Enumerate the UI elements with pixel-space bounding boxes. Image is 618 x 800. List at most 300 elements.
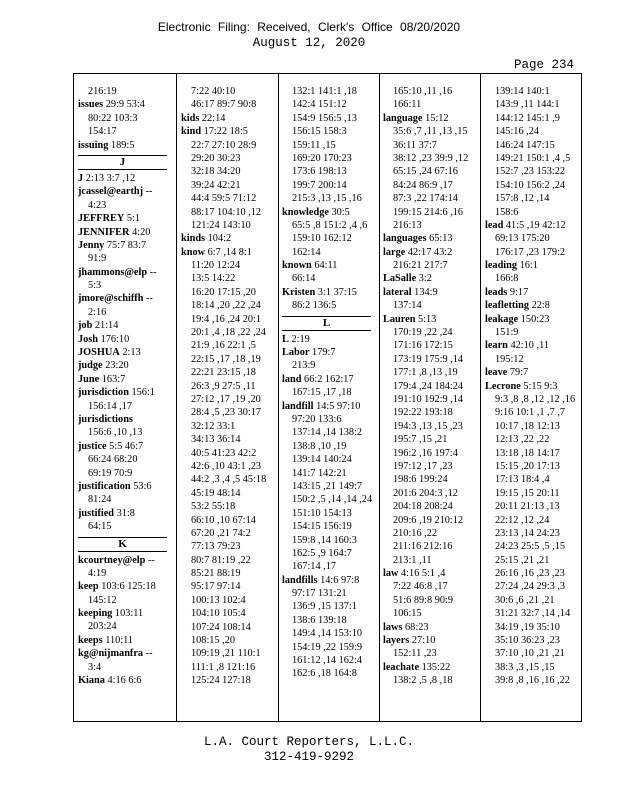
page-line-refs: 151:9	[495, 327, 519, 339]
page-line-refs: 198:6 199:24	[393, 474, 448, 486]
index-term: jhammons@elp	[78, 266, 148, 278]
index-term: Kiana	[78, 675, 105, 687]
index-entry	[282, 346, 377, 359]
index-continuation	[383, 179, 478, 192]
index-continuation	[181, 406, 276, 419]
section-letter: J	[119, 155, 126, 168]
index-continuation	[282, 125, 377, 138]
index-continuation	[181, 326, 276, 339]
page-line-refs: 150:23	[520, 313, 550, 325]
index-term: JEFFREY	[78, 213, 125, 225]
index-entry	[485, 219, 580, 232]
index-term: knowledge	[282, 206, 329, 218]
index-continuation	[383, 339, 478, 352]
page-line-refs: 68:23	[405, 621, 429, 633]
page-line-refs: 29:9 53:4	[105, 99, 145, 111]
page-line-refs: 171:16 172:15	[393, 340, 453, 352]
index-continuation	[485, 433, 580, 446]
index-continuation	[78, 252, 173, 265]
index-continuation	[78, 112, 173, 125]
index-term: Lecrone	[485, 380, 521, 392]
page-line-refs: 166:11	[393, 99, 422, 111]
index-continuation	[485, 473, 580, 486]
page-line-refs: 177:1 ,8 ,13 ,19	[393, 367, 458, 379]
index-term: laws	[383, 621, 403, 633]
index-term: lateral	[383, 286, 412, 298]
page-line-refs: 97:17 131:21	[292, 588, 347, 600]
index-term: keeps	[78, 634, 103, 646]
index-continuation	[181, 179, 276, 192]
index-continuation	[282, 440, 377, 453]
index-entry	[78, 580, 173, 593]
page-line-refs: 16:20 17:15 ,20	[191, 286, 256, 298]
page-line-refs: 150:2 ,5 ,14 ,14 ,24	[292, 494, 373, 506]
page-line-refs: 179:4 ,24 184:24	[393, 380, 464, 392]
index-term: LaSalle	[383, 273, 417, 285]
page-line-refs: 87:3 ,22 174:14	[393, 193, 458, 205]
page-line-refs: 7:22 46:8 ,17	[393, 581, 448, 593]
page-line-refs: 53:2 55:18	[191, 501, 236, 513]
index-continuation	[181, 580, 276, 593]
index-continuation	[485, 634, 580, 647]
index-column-2	[181, 85, 276, 715]
page-line-refs: 5:15 9:3	[523, 380, 558, 392]
index-continuation	[78, 453, 173, 466]
index-continuation	[181, 380, 276, 393]
index-continuation	[181, 98, 276, 111]
page-line-refs: 35:10 36:23 ,23	[495, 635, 560, 647]
index-continuation	[485, 580, 580, 593]
page-line-refs: 144:12 145:1 ,9	[495, 112, 560, 124]
index-continuation	[485, 246, 580, 259]
index-continuation	[485, 527, 580, 540]
court-reporter-name: L.A. Court Reporters, L.L.C.	[203, 735, 415, 749]
index-continuation	[181, 473, 276, 486]
index-continuation	[282, 614, 377, 627]
page-line-refs: 161:12 ,14 162:4	[292, 655, 363, 667]
page-line-refs: 104:10 105:4	[191, 608, 246, 620]
index-entry	[383, 313, 478, 326]
index-entry	[78, 185, 173, 198]
page-line-refs: 29:20 30:23	[191, 152, 241, 164]
page-line-refs: 154:10 156:2 ,24	[495, 179, 566, 191]
page-line-refs: 5:5 46:7	[109, 440, 144, 452]
page-line-refs: 67:20 ,21 74:2	[191, 527, 251, 539]
index-term: lead	[485, 219, 504, 231]
page-line-refs: 23:13 ,14 24:23	[495, 527, 560, 539]
index-entry	[78, 266, 173, 279]
index-continuation	[485, 232, 580, 245]
page-line-refs: 26:16 ,16 ,23 ,23	[495, 568, 565, 580]
page-line-refs: 156:15 158:3	[292, 126, 347, 138]
page-line-refs: 45:19 48:14	[191, 487, 241, 499]
index-term: leading	[485, 260, 518, 272]
index-continuation	[282, 85, 377, 98]
page-line-refs: 149:21 150:1 ,4 ,5	[495, 152, 571, 164]
page-line-refs: 215:3 ,13 ,15 ,16	[292, 193, 362, 205]
page-line-refs: 28:4 ,5 ,23 30:17	[191, 407, 262, 419]
page-line-refs: 38:3 ,3 ,15 ,15	[495, 661, 555, 673]
page-line-refs: 209:6 ,19 210:12	[393, 514, 464, 526]
index-continuation	[282, 426, 377, 439]
page-line-refs: 149:4 ,14 153:10	[292, 628, 363, 640]
index-term: issuing	[78, 139, 109, 151]
index-continuation	[181, 219, 276, 232]
index-term: learn	[485, 340, 508, 352]
page-line-refs: 104:2	[207, 233, 232, 245]
index-continuation	[485, 420, 580, 433]
page-line-refs: --	[146, 293, 153, 305]
index-term: kind	[181, 126, 202, 138]
page-line-refs: 91:9	[88, 253, 107, 265]
page-line-refs: 85:21 88:19	[191, 568, 241, 580]
index-continuation	[181, 339, 276, 352]
page-line-refs: 152:7 ,23 153:22	[495, 166, 566, 178]
index-continuation	[282, 641, 377, 654]
index-continuation	[181, 607, 276, 620]
page-line-refs: 125:24 127:18	[191, 675, 251, 687]
index-term: Josh	[78, 333, 99, 345]
index-continuation	[383, 192, 478, 205]
index-continuation	[282, 192, 377, 205]
page-line-refs: 145:16 ,24	[495, 126, 540, 138]
index-entry	[78, 239, 173, 252]
index-entry	[78, 359, 173, 372]
index-continuation	[485, 607, 580, 620]
index-entry	[282, 400, 377, 413]
index-column-1	[78, 85, 173, 715]
page-line-refs: 77:13 79:23	[191, 541, 241, 553]
index-term: justified	[78, 507, 115, 519]
index-entry	[78, 674, 173, 687]
page-line-refs: 162:5 ,9 164:7	[292, 547, 352, 559]
index-entry	[485, 380, 580, 393]
index-term: June	[78, 373, 100, 385]
page-line-refs: 107:24 108:14	[191, 621, 251, 633]
index-term: kcourtney@elp	[78, 554, 146, 566]
page-line-refs: 24:23 25:5 ,5 ,15	[495, 541, 566, 553]
index-continuation	[485, 206, 580, 219]
index-continuation	[383, 594, 478, 607]
index-entry	[485, 259, 580, 272]
index-continuation	[282, 179, 377, 192]
index-entry	[383, 634, 478, 647]
page-line-refs: 15:15 ,20 17:13	[495, 460, 560, 472]
index-continuation	[78, 400, 173, 413]
index-continuation	[78, 426, 173, 439]
page-line-refs: 201:6 204:3 ,12	[393, 487, 458, 499]
index-continuation	[485, 447, 580, 460]
page-line-refs: 6:7 ,14 8:1	[207, 246, 252, 258]
index-entry	[383, 232, 478, 245]
page-line-refs: 216:19	[88, 86, 117, 97]
page-line-refs: 21:9 ,16 22:1 ,5	[191, 340, 256, 352]
page-line-refs: 216:13	[393, 219, 422, 231]
page-line-refs: 14:6 97:8	[320, 574, 360, 586]
page-line-refs: 42:10 ,11	[510, 340, 549, 352]
index-continuation	[383, 420, 478, 433]
index-continuation	[282, 493, 377, 506]
page-line-refs: 4:19	[88, 567, 107, 579]
index-entry	[485, 286, 580, 299]
page-line-refs: 22:7 27:10 28:9	[191, 139, 257, 151]
index-continuation	[383, 152, 478, 165]
index-continuation	[181, 165, 276, 178]
index-continuation	[181, 514, 276, 527]
section-letter-header	[78, 534, 173, 554]
index-entry	[78, 226, 173, 239]
index-term: Labor	[282, 347, 310, 359]
page-line-refs: 189:5	[110, 139, 135, 151]
index-continuation	[383, 473, 478, 486]
index-continuation	[282, 480, 377, 493]
index-column-3	[282, 85, 377, 715]
page-line-refs: 4:16 5:1 ,4	[401, 568, 446, 580]
page-line-refs: 138:8 ,10 ,19	[292, 440, 347, 452]
page-line-refs: 204:18 208:24	[393, 501, 453, 513]
page-line-refs: 159:10 162:12	[292, 233, 352, 245]
page-line-refs: 17:22 18:5	[203, 126, 248, 138]
page-line-refs: 2:19	[291, 333, 310, 345]
page-line-refs: 109:19 ,21 110:1	[191, 648, 261, 660]
index-term: leachate	[383, 661, 420, 673]
index-continuation	[181, 420, 276, 433]
index-continuation	[181, 447, 276, 460]
index-frame	[73, 73, 582, 722]
index-column-4	[383, 85, 478, 715]
index-continuation	[282, 667, 377, 680]
column-divider	[176, 74, 177, 721]
index-continuation	[485, 567, 580, 580]
index-continuation	[383, 125, 478, 138]
index-entry	[181, 246, 276, 259]
court-reporter-phone: 312-419-9292	[263, 750, 354, 764]
page-line-refs: 80:22 103:3	[88, 112, 138, 124]
page-line-refs: 17:13 18:4 ,4	[495, 474, 550, 486]
index-entry	[78, 554, 173, 567]
index-continuation	[181, 540, 276, 553]
page-line-refs: 141:7 142:21	[292, 467, 347, 479]
index-term: kinds	[181, 233, 206, 245]
page-line-refs: 154:9 156:5 ,13	[292, 112, 357, 124]
index-continuation	[282, 152, 377, 165]
index-continuation	[282, 467, 377, 480]
page-line-refs: 142:4 151:12	[292, 99, 347, 111]
page-line-refs: 170:19 ,22 ,24	[393, 327, 453, 339]
index-continuation	[282, 587, 377, 600]
index-continuation	[282, 560, 377, 573]
index-term: landfills	[282, 574, 318, 586]
page-line-refs: 106:15	[393, 608, 422, 620]
index-term: language	[383, 112, 423, 124]
index-term: law	[383, 568, 399, 580]
index-continuation	[282, 359, 377, 372]
page-line-refs: 167:14 ,17	[292, 561, 337, 573]
index-term: jurisdiction	[78, 387, 129, 399]
index-entry	[78, 139, 173, 152]
index-column-5	[485, 85, 580, 715]
page-line-refs: --	[145, 648, 153, 660]
index-term: keep	[78, 581, 99, 593]
index-term: leave	[485, 367, 508, 379]
page-line-refs: 2:16	[88, 306, 107, 318]
index-continuation	[282, 232, 377, 245]
index-continuation	[181, 313, 276, 326]
index-term: judge	[78, 360, 103, 372]
index-continuation	[181, 594, 276, 607]
index-term: L	[282, 333, 289, 345]
page-line-refs: 46:17 89:7 90:8	[191, 99, 257, 111]
index-entry	[383, 246, 478, 259]
index-term: languages	[383, 233, 427, 245]
index-continuation	[181, 647, 276, 660]
page-line-refs: 3:4	[88, 661, 102, 673]
page-line-refs: 158:6	[495, 206, 519, 218]
page-line-refs: 18:14 ,20 ,22 ,24	[191, 300, 261, 312]
page-line-refs: 66:10 ,10 67:14	[191, 514, 256, 526]
index-term: JENNIFER	[78, 226, 130, 238]
column-divider	[379, 74, 380, 721]
page-line-refs: 16:1	[519, 260, 538, 272]
page-line-refs: 12:13 ,22 ,22	[495, 434, 550, 446]
index-continuation	[485, 621, 580, 634]
page-line-refs: 31:8	[116, 507, 135, 519]
page-line-refs: 65:13	[429, 233, 453, 245]
index-entry	[282, 373, 377, 386]
page-line-refs: 162:14	[292, 246, 321, 258]
index-continuation	[282, 219, 377, 232]
page-line-refs: 27:10	[411, 635, 436, 647]
index-entry	[485, 339, 580, 352]
index-term: jcassel@earthj	[78, 186, 144, 198]
page-line-refs: 195:12	[495, 353, 524, 365]
index-continuation	[383, 540, 478, 553]
page-number: Page 234	[513, 58, 574, 72]
page-line-refs: 162:6 ,18 164:8	[292, 668, 357, 680]
index-entry	[383, 272, 478, 285]
index-entry	[485, 313, 580, 326]
page-line-refs: 135:22	[421, 661, 451, 673]
page-line-refs: 21:14	[94, 320, 119, 332]
page-line-refs: 25:15 ,21 ,21	[495, 554, 550, 566]
index-continuation	[383, 460, 478, 473]
index-continuation	[181, 286, 276, 299]
index-continuation	[383, 487, 478, 500]
index-continuation	[181, 527, 276, 540]
page-line-refs: 138:2 ,5 ,8 ,18	[393, 675, 453, 687]
index-continuation	[282, 547, 377, 560]
page-line-refs: --	[147, 554, 155, 566]
page-line-refs: 66:24 68:20	[88, 454, 138, 466]
page-line-refs: 139:14 140:1	[495, 86, 550, 97]
page-line-refs: 111:1 ,8 121:16	[191, 661, 256, 673]
index-continuation	[383, 527, 478, 540]
index-continuation	[282, 112, 377, 125]
index-continuation	[383, 406, 478, 419]
index-term: landfill	[282, 400, 314, 412]
index-continuation	[282, 165, 377, 178]
index-continuation	[485, 647, 580, 660]
page-line-refs: 64:15	[88, 521, 112, 533]
index-continuation	[282, 386, 377, 399]
index-continuation	[383, 393, 478, 406]
index-continuation	[282, 413, 377, 426]
index-entry	[181, 125, 276, 138]
index-term: job	[78, 320, 93, 332]
index-continuation	[383, 580, 478, 593]
page-line-refs: 32:18 34:20	[191, 166, 241, 178]
page-line-refs: 84:24 86:9 ,17	[393, 179, 453, 191]
page-line-refs: 26:3 ,9 27:5 ,11	[191, 380, 256, 392]
page-line-refs: 69:19 70:9	[88, 467, 133, 479]
index-entry	[383, 661, 478, 674]
index-continuation	[383, 366, 478, 379]
index-entry	[78, 386, 173, 399]
page-line-refs: 157:8 ,12 ,14	[495, 193, 550, 205]
page-line-refs: 32:12 33:1	[191, 420, 236, 432]
page-line-refs: 13:18 ,18 14:17	[495, 447, 560, 459]
page-line-refs: 86:2 136:5	[292, 300, 337, 312]
index-continuation	[181, 152, 276, 165]
index-term: JOSHUA	[78, 347, 120, 359]
index-continuation	[485, 674, 580, 687]
page-line-refs: 2:13	[122, 347, 141, 359]
index-continuation	[181, 661, 276, 674]
page-line-refs: 100:13 102:4	[191, 594, 246, 606]
index-term: Jenny	[78, 239, 105, 251]
page-line-refs: 173:19 175:9 ,14	[393, 353, 464, 365]
page-line-refs: 95:17 97:14	[191, 581, 241, 593]
index-entry	[78, 172, 173, 185]
page-line-refs: 167:15 ,17 ,18	[292, 387, 352, 399]
page-line-refs: 20:11 21:13 ,13	[495, 501, 560, 513]
page-line-refs: 14:5 97:10	[316, 400, 361, 412]
page-line-refs: 15:12	[425, 112, 449, 124]
page-line-refs: 110:11	[105, 634, 134, 646]
index-term: land	[282, 373, 302, 385]
index-continuation	[383, 85, 478, 98]
index-continuation	[383, 219, 478, 232]
page-line-refs: 179:7	[312, 347, 336, 359]
page-line-refs: 2:13 3:7 ,12	[85, 172, 136, 184]
page-line-refs: 66:14	[292, 273, 316, 285]
index-term: layers	[383, 635, 410, 647]
index-entry	[78, 607, 173, 620]
index-continuation	[78, 467, 173, 480]
page-line-refs: 152:11 ,23	[393, 648, 437, 660]
index-term: know	[181, 246, 206, 258]
page-line-refs: 163:7	[101, 373, 126, 385]
page-line-refs: 156:14 ,17	[88, 400, 133, 412]
page-line-refs: 11:20 12:24	[191, 260, 241, 272]
index-continuation	[181, 621, 276, 634]
index-continuation	[282, 534, 377, 547]
page-line-refs: 210:16 ,22	[393, 527, 438, 539]
index-continuation	[181, 85, 276, 98]
index-continuation	[485, 179, 580, 192]
index-continuation	[485, 514, 580, 527]
index-continuation	[282, 299, 377, 312]
index-entry	[282, 574, 377, 587]
index-continuation	[485, 353, 580, 366]
index-term: Lauren	[383, 313, 416, 325]
page-line-refs: 4:23	[88, 199, 107, 211]
index-continuation	[181, 192, 276, 205]
page-line-refs: 139:14 140:24	[292, 454, 352, 466]
index-continuation	[78, 306, 173, 319]
index-term: J	[78, 172, 84, 184]
index-continuation	[181, 674, 276, 687]
